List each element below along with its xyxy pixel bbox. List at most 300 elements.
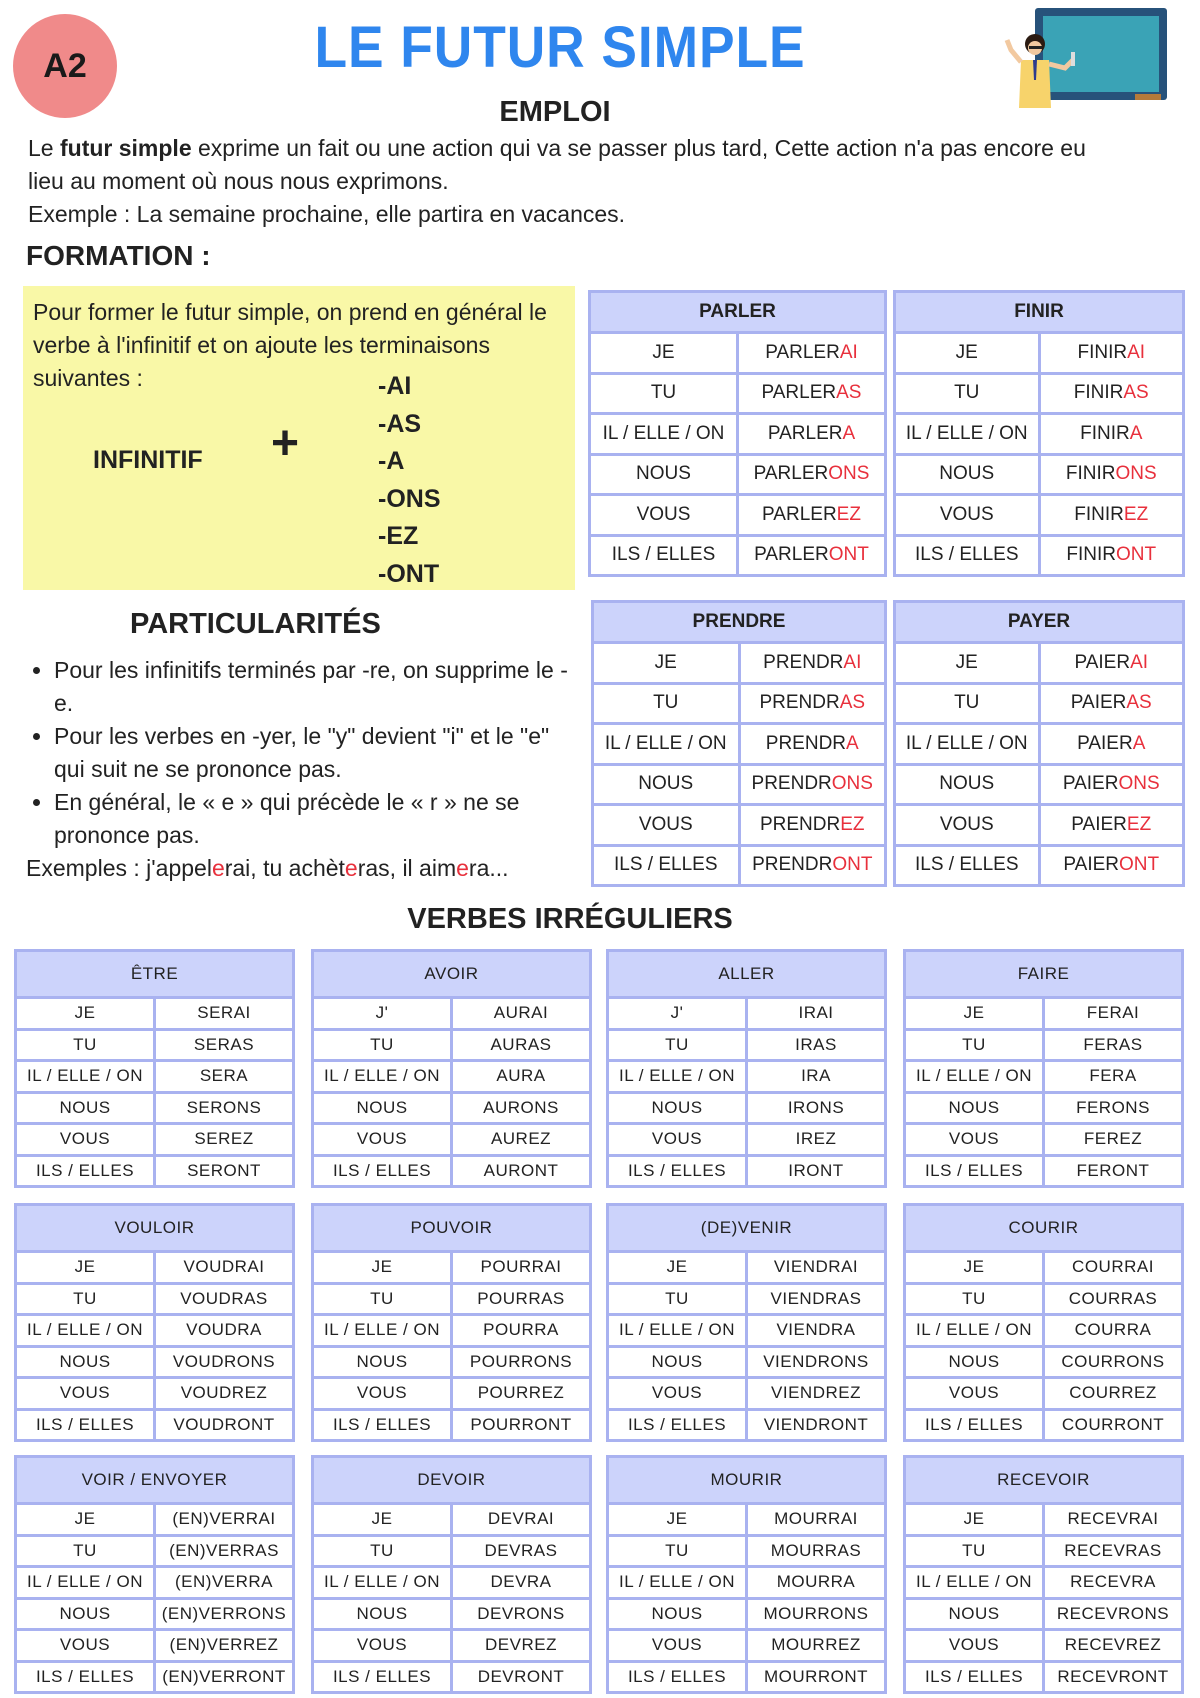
conjugated-form-cell <box>1041 537 1183 575</box>
pronoun-cell: J' <box>314 999 450 1028</box>
table-row <box>17 1125 292 1154</box>
table-row <box>906 1031 1181 1060</box>
pronoun-cell: VOUS <box>314 1125 450 1154</box>
conjugated-form-cell: RECEVRA <box>1045 1568 1181 1597</box>
conjugated-form-cell: POURRAS <box>453 1285 589 1314</box>
pronoun-cell: JE <box>896 644 1038 682</box>
conjugated-form-cell <box>741 644 885 682</box>
conjugated-form-cell <box>1041 415 1183 453</box>
emploi-bold-term: futur simple <box>59 135 192 161</box>
conjugated-form-cell: FERAI <box>1045 999 1181 1028</box>
pronoun-cell: TU <box>609 1285 745 1314</box>
pronoun-cell: ILS / ELLES <box>314 1157 450 1186</box>
conjugated-form-cell <box>739 537 884 575</box>
pronoun-cell: ILS / ELLES <box>896 847 1038 885</box>
table-header-row <box>906 1458 1181 1502</box>
conjugated-form-cell: VOUDRAS <box>156 1285 292 1314</box>
pronoun-cell: JE <box>609 1505 745 1534</box>
table-row <box>906 1379 1181 1408</box>
verb-stem: PAIER <box>1074 651 1131 673</box>
table-row <box>906 1316 1181 1345</box>
pronoun-cell: IL / ELLE / ON <box>17 1316 153 1345</box>
table-row <box>314 1568 589 1597</box>
verb-ending: EZ <box>840 813 865 835</box>
conjugated-form-cell <box>1041 375 1183 413</box>
pronoun-cell: ILS / ELLES <box>591 537 736 575</box>
table-header-row <box>609 1206 884 1250</box>
conjugated-form-cell: FERONT <box>1045 1157 1181 1186</box>
table-row <box>591 496 884 534</box>
verb-table-de-venir <box>606 1203 887 1442</box>
verb-table-courir <box>903 1203 1184 1442</box>
conjugated-form-cell: (EN)VERREZ <box>156 1631 292 1660</box>
pronoun-cell: VOUS <box>17 1631 153 1660</box>
pronoun-cell: IL / ELLE / ON <box>594 725 738 763</box>
table-row <box>896 496 1182 534</box>
conjugated-form-cell <box>1041 806 1183 844</box>
verb-name: FINIR <box>896 293 1182 331</box>
conjugated-form-cell <box>1041 644 1183 682</box>
verb-ending: AS <box>836 382 862 404</box>
verb-stem: PAIER <box>1070 692 1127 714</box>
verb-name: AVOIR <box>314 952 589 996</box>
ending-item: -AI <box>378 372 412 400</box>
pronoun-cell: TU <box>17 1537 153 1566</box>
verb-ending: EZ <box>836 503 861 525</box>
pronoun-cell: NOUS <box>591 456 736 494</box>
conjugated-form-cell: COURRA <box>1045 1316 1181 1345</box>
verb-table-prendre <box>591 600 887 887</box>
conjugated-form-cell: RECEVRONS <box>1045 1600 1181 1629</box>
pronoun-cell: VOUS <box>609 1631 745 1660</box>
table-row <box>314 1031 589 1060</box>
verb-stem: PARLER <box>754 544 829 566</box>
pronoun-cell: ILS / ELLES <box>17 1157 153 1186</box>
table-row <box>906 1157 1181 1186</box>
verb-ending: ONT <box>1116 544 1157 566</box>
pronoun-cell: IL / ELLE / ON <box>609 1062 745 1091</box>
table-row <box>609 1157 884 1186</box>
verb-ending: ONT <box>828 544 869 566</box>
pronoun-cell: JE <box>17 1253 153 1282</box>
conjugated-form-cell <box>739 415 884 453</box>
verb-name: MOURIR <box>609 1458 884 1502</box>
table-row <box>609 1568 884 1597</box>
conjugated-form-cell: AURONT <box>453 1157 589 1186</box>
table-header-row <box>609 1458 884 1502</box>
pronoun-cell: VOUS <box>896 496 1038 534</box>
conjugated-form-cell: VOUDRA <box>156 1316 292 1345</box>
table-row <box>896 456 1182 494</box>
conjugated-form-cell: VOUDRONT <box>156 1411 292 1440</box>
table-row <box>896 644 1182 682</box>
verb-table-recevoir <box>903 1455 1184 1694</box>
conjugated-form-cell: FERA <box>1045 1062 1181 1091</box>
conjugated-form-cell: DEVRONS <box>453 1600 589 1629</box>
verb-stem: PRENDR <box>752 854 833 876</box>
verb-stem: FINIR <box>1080 422 1130 444</box>
conjugated-form-cell: (EN)VERRAS <box>156 1537 292 1566</box>
verb-stem: FINIR <box>1073 382 1124 404</box>
verb-ending: ONT <box>1119 854 1160 876</box>
pronoun-cell: TU <box>906 1285 1042 1314</box>
pronoun-cell: ILS / ELLES <box>896 537 1038 575</box>
pronoun-cell: IL / ELLE / ON <box>17 1568 153 1597</box>
table-row <box>314 1537 589 1566</box>
table-row <box>17 1094 292 1123</box>
verb-stem: PAIER <box>1063 854 1119 876</box>
conjugated-form-cell: POURRAI <box>453 1253 589 1282</box>
verb-ending: EZ <box>1126 813 1152 835</box>
particularite-item: • En général, le « e » qui précède le « r » ne se prononce pas. <box>54 786 586 852</box>
conjugated-form-cell: POURRONS <box>453 1348 589 1377</box>
verb-name: ÊTRE <box>17 952 292 996</box>
pronoun-cell: ILS / ELLES <box>609 1411 745 1440</box>
conjugated-form-cell: VIENDRAS <box>748 1285 884 1314</box>
table-row <box>609 1600 884 1629</box>
table-header-row <box>594 603 884 641</box>
table-row <box>609 1285 884 1314</box>
conjugated-form-cell: RECEVRAI <box>1045 1505 1181 1534</box>
pronoun-cell: JE <box>906 1505 1042 1534</box>
pronoun-cell: ILS / ELLES <box>609 1663 745 1692</box>
particularites-heading: PARTICULARITÉS <box>130 608 381 640</box>
table-row <box>17 999 292 1028</box>
conjugated-form-cell: RECEVRONT <box>1045 1663 1181 1692</box>
verb-ending: AS <box>1126 692 1152 714</box>
ending-item: -EZ <box>378 522 419 550</box>
conjugated-form-cell: AURAS <box>453 1031 589 1060</box>
conjugated-form-cell <box>741 847 885 885</box>
table-row <box>906 1062 1181 1091</box>
ending-item: -ONS <box>378 484 441 513</box>
conjugated-form-cell: (EN)VERRAI <box>156 1505 292 1534</box>
table-row <box>314 1157 589 1186</box>
ending-item: -ONT <box>378 559 440 588</box>
table-row <box>896 334 1182 372</box>
table-header-row <box>591 293 884 331</box>
table-row <box>609 1537 884 1566</box>
table-header-row <box>314 1206 589 1250</box>
emploi-line-2: lieu au moment où nous nous exprimons. <box>28 168 449 194</box>
pronoun-cell: IL / ELLE / ON <box>906 1062 1042 1091</box>
infinitif-label: INFINITIF <box>93 446 203 474</box>
conjugated-form-cell: SERAS <box>156 1031 292 1060</box>
table-header-row <box>17 1458 292 1502</box>
conjugated-form-cell: POURRONT <box>453 1411 589 1440</box>
table-row <box>594 766 884 804</box>
conjugated-form-cell: COURRAS <box>1045 1285 1181 1314</box>
verb-stem: FINIR <box>1065 463 1116 485</box>
conjugated-form-cell: VIENDRAI <box>748 1253 884 1282</box>
verb-name: COURIR <box>906 1206 1181 1250</box>
pronoun-cell: J' <box>609 999 745 1028</box>
pronoun-cell: JE <box>896 334 1038 372</box>
table-row <box>609 1062 884 1091</box>
table-row <box>594 725 884 763</box>
table-row <box>591 415 884 453</box>
pronoun-cell: NOUS <box>17 1600 153 1629</box>
conjugated-form-cell: COURRONT <box>1045 1411 1181 1440</box>
pronoun-cell: VOUS <box>609 1379 745 1408</box>
verb-name: FAIRE <box>906 952 1181 996</box>
verb-table-avoir <box>311 949 592 1188</box>
conjugated-form-cell: MOURRAS <box>748 1537 884 1566</box>
verb-name: PAYER <box>896 603 1182 641</box>
table-row <box>906 1663 1181 1692</box>
conjugated-form-cell: RECEVREZ <box>1045 1631 1181 1660</box>
pronoun-cell: JE <box>594 644 738 682</box>
verb-ending: ONS <box>828 463 870 485</box>
pronoun-cell: JE <box>591 334 736 372</box>
pronoun-cell: VOUS <box>906 1631 1042 1660</box>
pronoun-cell: ILS / ELLES <box>314 1663 450 1692</box>
pronoun-cell: ILS / ELLES <box>17 1411 153 1440</box>
table-row <box>609 1253 884 1282</box>
pronoun-cell: VOUS <box>906 1379 1042 1408</box>
verb-name: PRENDRE <box>594 603 884 641</box>
pronoun-cell: NOUS <box>609 1600 745 1629</box>
table-row <box>594 806 884 844</box>
verb-table-parler <box>588 290 887 577</box>
table-row <box>314 1631 589 1660</box>
conjugated-form-cell: VOUDREZ <box>156 1379 292 1408</box>
conjugated-form-cell: IREZ <box>748 1125 884 1154</box>
particularites-list <box>26 654 586 885</box>
conjugated-form-cell: MOURRAI <box>748 1505 884 1534</box>
conjugated-form-cell: SERA <box>156 1062 292 1091</box>
conjugated-form-cell <box>741 685 885 723</box>
table-row <box>314 1125 589 1154</box>
table-row <box>609 1505 884 1534</box>
conjugated-form-cell: AURAI <box>453 999 589 1028</box>
pronoun-cell: NOUS <box>17 1094 153 1123</box>
verb-stem: PARLER <box>767 422 843 444</box>
table-row <box>906 1348 1181 1377</box>
pronoun-cell: NOUS <box>906 1600 1042 1629</box>
table-row <box>896 725 1182 763</box>
conjugated-form-cell <box>1041 766 1183 804</box>
verb-name: VOIR / ENVOYER <box>17 1458 292 1502</box>
table-row <box>609 1094 884 1123</box>
table-row <box>896 685 1182 723</box>
conjugated-form-cell: DEVREZ <box>453 1631 589 1660</box>
conjugated-form-cell: IRAI <box>748 999 884 1028</box>
table-row <box>314 1663 589 1692</box>
table-row <box>17 1157 292 1186</box>
conjugated-form-cell: (EN)VERRONT <box>156 1663 292 1692</box>
table-row <box>906 1600 1181 1629</box>
pronoun-cell: TU <box>17 1031 153 1060</box>
verb-stem: FINIR <box>1066 544 1116 566</box>
conjugated-form-cell: POURRA <box>453 1316 589 1345</box>
table-row <box>17 1062 292 1091</box>
emploi-heading: EMPLOI <box>499 96 611 128</box>
table-header-row <box>906 952 1181 996</box>
pronoun-cell: TU <box>594 685 738 723</box>
table-row <box>17 1568 292 1597</box>
table-header-row <box>314 952 589 996</box>
pronoun-cell: TU <box>896 375 1038 413</box>
table-row <box>17 1537 292 1566</box>
conjugated-form-cell: FERONS <box>1045 1094 1181 1123</box>
pronoun-cell: NOUS <box>609 1348 745 1377</box>
table-row <box>896 766 1182 804</box>
table-row <box>314 1253 589 1282</box>
pronoun-cell: IL / ELLE / ON <box>906 1568 1042 1597</box>
pronoun-cell: ILS / ELLES <box>906 1411 1042 1440</box>
emploi-line-1 <box>28 132 1178 165</box>
table-row <box>906 1505 1181 1534</box>
table-row <box>17 1253 292 1282</box>
pronoun-cell: VOUS <box>17 1379 153 1408</box>
emploi-example: Exemple : La semaine prochaine, elle partira en vacances. <box>28 201 626 227</box>
pronoun-cell: JE <box>17 1505 153 1534</box>
formation-heading: FORMATION : <box>26 240 211 271</box>
verb-table-etre <box>14 949 295 1188</box>
table-row <box>17 1600 292 1629</box>
verb-table-finir <box>893 290 1185 577</box>
verb-stem: PRENDR <box>759 813 841 835</box>
table-row <box>609 1031 884 1060</box>
pronoun-cell: IL / ELLE / ON <box>896 725 1038 763</box>
verb-ending: ONT <box>832 854 873 876</box>
pronoun-cell: NOUS <box>314 1094 450 1123</box>
pronoun-cell: TU <box>896 685 1038 723</box>
table-row <box>314 1285 589 1314</box>
table-row <box>594 644 884 682</box>
table-row <box>896 806 1182 844</box>
conjugated-form-cell: SERONT <box>156 1157 292 1186</box>
table-row <box>17 1505 292 1534</box>
verb-stem: FINIR <box>1074 503 1124 525</box>
table-row <box>594 685 884 723</box>
table-header-row <box>314 1458 589 1502</box>
verb-name: VOULOIR <box>17 1206 292 1250</box>
table-row <box>609 1348 884 1377</box>
conjugated-form-cell: SERONS <box>156 1094 292 1123</box>
conjugated-form-cell: VIENDRA <box>748 1316 884 1345</box>
table-row <box>906 1568 1181 1597</box>
pronoun-cell: TU <box>609 1031 745 1060</box>
pronoun-cell: VOUS <box>314 1379 450 1408</box>
pronoun-cell: ILS / ELLES <box>609 1157 745 1186</box>
table-row <box>17 1663 292 1692</box>
pronoun-cell: NOUS <box>609 1094 745 1123</box>
verb-table-vouloir <box>14 1203 295 1442</box>
conjugated-form-cell <box>739 375 884 413</box>
table-row <box>17 1348 292 1377</box>
table-row <box>314 1379 589 1408</box>
level-badge: A2 <box>13 14 117 118</box>
table-row <box>591 537 884 575</box>
pronoun-cell: VOUS <box>594 806 738 844</box>
page-title: LE FUTUR SIMPLE <box>314 15 806 80</box>
pronoun-cell: VOUS <box>609 1125 745 1154</box>
verb-table-aller <box>606 949 887 1188</box>
table-header-row <box>609 952 884 996</box>
verb-ending: EZ <box>1123 503 1149 525</box>
emploi-text-rest: exprime un fait ou une action qui va se passer plus tard, Cette action n'a pas encore eu <box>191 135 1086 161</box>
pronoun-cell: VOUS <box>906 1125 1042 1154</box>
table-row <box>314 1600 589 1629</box>
pronoun-cell: TU <box>314 1537 450 1566</box>
table-row <box>17 1316 292 1345</box>
table-row <box>609 1125 884 1154</box>
pronoun-cell: NOUS <box>314 1600 450 1629</box>
pronoun-cell: ILS / ELLES <box>594 847 738 885</box>
table-row <box>314 1411 589 1440</box>
conjugated-form-cell: AUREZ <box>453 1125 589 1154</box>
table-row <box>896 537 1182 575</box>
table-row <box>594 847 884 885</box>
pronoun-cell: ILS / ELLES <box>906 1157 1042 1186</box>
pronoun-cell: NOUS <box>896 766 1038 804</box>
verb-ending: ONS <box>831 773 873 795</box>
conjugated-form-cell: VIENDRONT <box>748 1411 884 1440</box>
conjugated-form-cell: MOURRA <box>748 1568 884 1597</box>
verb-ending: AS <box>839 692 866 714</box>
pronoun-cell: IL / ELLE / ON <box>906 1316 1042 1345</box>
verb-name: ALLER <box>609 952 884 996</box>
conjugated-form-cell: MOURRONS <box>748 1600 884 1629</box>
pronoun-cell: TU <box>17 1285 153 1314</box>
table-row <box>906 1125 1181 1154</box>
conjugated-form-cell: COURRAI <box>1045 1253 1181 1282</box>
emploi-text-prefix: Le <box>28 135 60 161</box>
table-row <box>17 1285 292 1314</box>
pronoun-cell: ILS / ELLES <box>906 1663 1042 1692</box>
table-row <box>609 1379 884 1408</box>
verb-table-voir-envoyer <box>14 1455 295 1694</box>
conjugated-form-cell: IRONS <box>748 1094 884 1123</box>
verb-name: POUVOIR <box>314 1206 589 1250</box>
conjugated-form-cell <box>1041 725 1183 763</box>
conjugated-form-cell <box>739 496 884 534</box>
conjugated-form-cell: SERAI <box>156 999 292 1028</box>
table-row <box>17 1379 292 1408</box>
conjugated-form-cell: (EN)VERRA <box>156 1568 292 1597</box>
pronoun-cell: IL / ELLE / ON <box>314 1062 450 1091</box>
verb-stem: PRENDR <box>759 692 840 714</box>
verb-ending: AI <box>1130 651 1149 673</box>
table-header-row <box>896 293 1182 331</box>
table-row <box>314 1316 589 1345</box>
verb-ending: ONS <box>1118 773 1160 795</box>
table-header-row <box>896 603 1182 641</box>
verb-table-payer <box>893 600 1185 887</box>
conjugated-form-cell <box>1041 334 1183 372</box>
verb-name: PARLER <box>591 293 884 331</box>
table-row <box>17 1631 292 1660</box>
table-row <box>906 1285 1181 1314</box>
conjugated-form-cell: IRAS <box>748 1031 884 1060</box>
pronoun-cell: IL / ELLE / ON <box>591 415 736 453</box>
table-row <box>906 1537 1181 1566</box>
table-row <box>591 456 884 494</box>
pronoun-cell: NOUS <box>896 456 1038 494</box>
pronoun-cell: IL / ELLE / ON <box>314 1568 450 1597</box>
pronoun-cell: JE <box>314 1505 450 1534</box>
pronoun-cell: IL / ELLE / ON <box>314 1316 450 1345</box>
conjugated-form-cell <box>741 806 885 844</box>
table-row <box>896 375 1182 413</box>
conjugated-form-cell: SEREZ <box>156 1125 292 1154</box>
table-row <box>591 375 884 413</box>
verb-stem: PARLER <box>762 503 837 525</box>
verb-ending: A <box>1129 422 1143 444</box>
table-row <box>609 1663 884 1692</box>
